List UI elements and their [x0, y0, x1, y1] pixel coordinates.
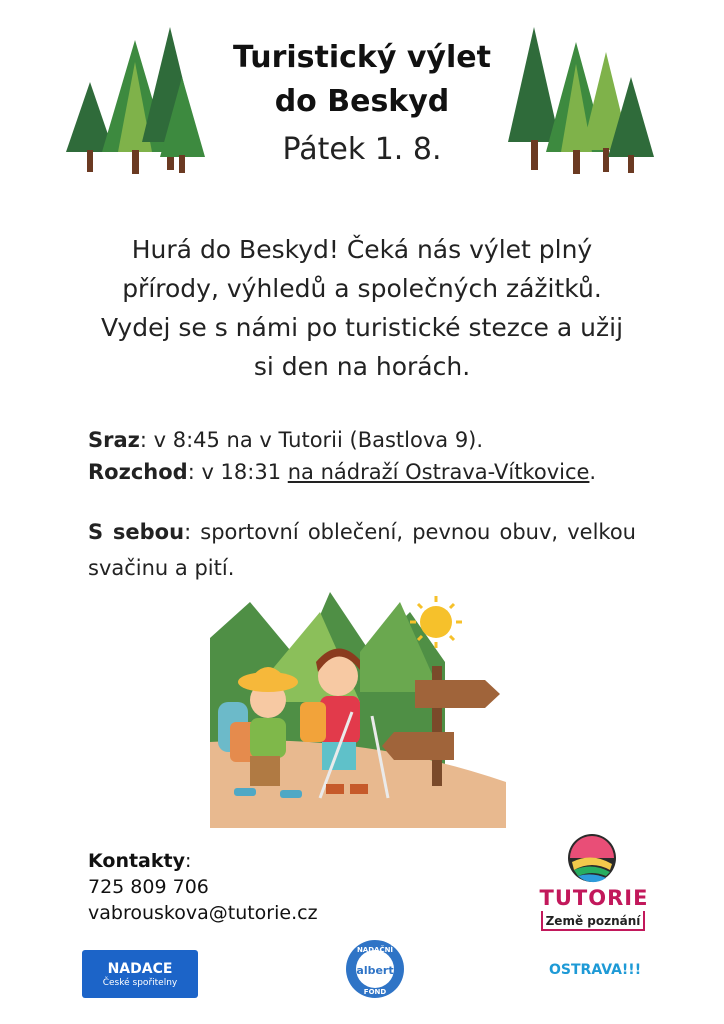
event-date: Pátek 1. 8.: [282, 132, 442, 167]
rozchod-suffix: .: [589, 460, 597, 484]
bring-label: S sebou: [88, 520, 185, 544]
tutorie-logo-icon: [566, 832, 618, 884]
albert-fond-logo: [344, 938, 406, 1000]
contacts-heading: [88, 848, 318, 874]
hiking-kids-illustration: [210, 592, 506, 828]
tutorie-name: TUTORIE: [539, 886, 649, 910]
albert-name-text: albert: [356, 964, 394, 977]
meeting-info: [88, 424, 648, 488]
contacts-label: Kontakty: [88, 850, 185, 872]
tutorie-subtitle: Země poznání: [541, 911, 645, 931]
sraz-line: [88, 424, 648, 456]
rozchod-label: Rozchod: [88, 460, 188, 484]
title-line-1: Turistický výlet: [233, 40, 491, 75]
rozchod-line: [88, 456, 648, 488]
albert-bottom-text: FOND: [363, 988, 387, 996]
rozchod-link[interactable]: na nádraží Ostrava-Vítkovice: [287, 460, 590, 484]
nadace-logo: [82, 950, 198, 998]
sraz-label: Sraz: [88, 428, 140, 452]
contacts-block: [88, 848, 318, 926]
ostrava-logo: OSTRAVA!!!: [549, 962, 642, 978]
albert-top-text: NADAČNÍ: [356, 946, 394, 954]
rozchod-prefix: : v 18:31: [187, 460, 288, 484]
contact-email[interactable]: vabrouskova@tutorie.cz: [88, 902, 318, 924]
sraz-text: : v 8:45 na v Tutorii (Bastlova 9).: [139, 428, 484, 452]
page-title: [180, 0, 544, 130]
bring-text: : sportovní oblečení, pevnou obuv, velkou svačinu a pití.: [88, 520, 636, 580]
contact-phone[interactable]: 725 809 706: [88, 876, 209, 898]
intro-paragraph: Hurá do Beskyd! Čeká nás výlet plný přírody, výhledů a společných zážitků. Vydej se s námi po turistické stezce a užij si den na horách.: [100, 235, 624, 381]
contacts-colon: :: [184, 850, 192, 872]
nadace-subtitle: České spořitelny: [102, 978, 178, 988]
bring-paragraph: [88, 514, 636, 586]
nadace-name: NADACE: [107, 961, 173, 977]
title-line-2: do Beskyd: [274, 84, 450, 119]
